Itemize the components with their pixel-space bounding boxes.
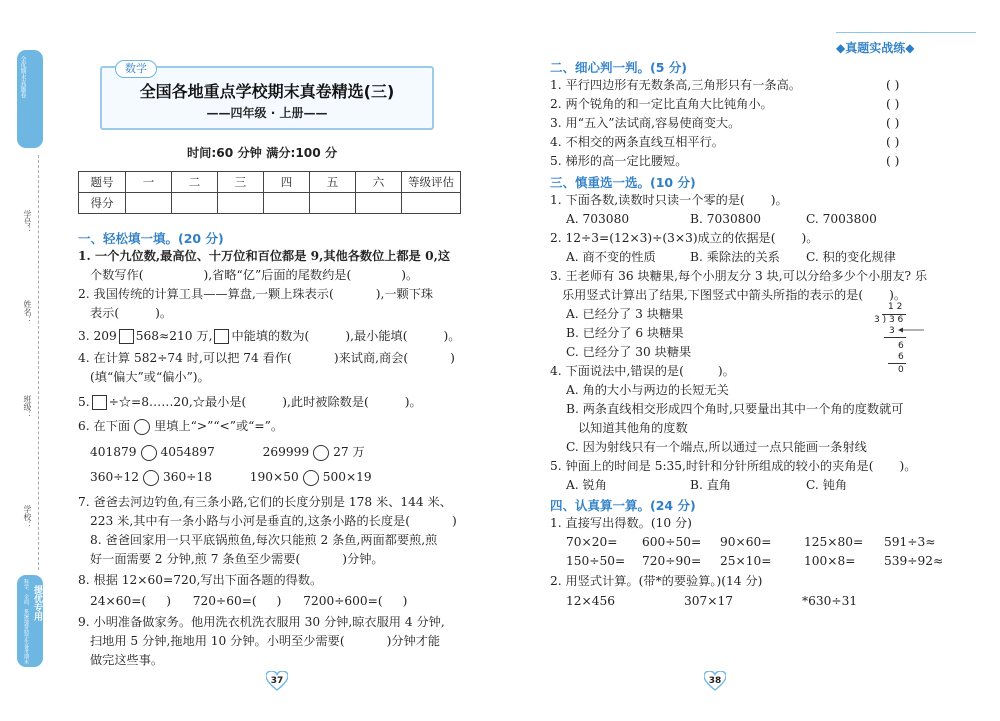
subject-tag: 数学 bbox=[115, 60, 157, 78]
calc-item: 539÷92≈ bbox=[884, 554, 944, 568]
q6-item: 269999 bbox=[262, 445, 310, 459]
q5-part: ÷☆=8……20,☆最小是( bbox=[108, 395, 247, 409]
calc-2-heading: 2. 用竖式计算。(带*的要验算。)(14 分) bbox=[550, 574, 763, 588]
q8-item: 720÷60=( bbox=[192, 594, 257, 608]
q6-line bbox=[78, 417, 283, 436]
calc-item: 600÷50= bbox=[642, 535, 702, 549]
calc-item: 70×20= bbox=[566, 535, 618, 549]
compare-circle[interactable] bbox=[134, 419, 150, 435]
option[interactable]: B. 7030800 bbox=[690, 212, 761, 226]
q9-line2 bbox=[90, 632, 440, 651]
score-header-cell: 一 bbox=[126, 172, 172, 193]
q6-item: 500×19 bbox=[322, 470, 372, 484]
score-header-cell: 等级评估 bbox=[402, 172, 461, 193]
q3-part: 中能填的数为( bbox=[231, 329, 310, 343]
choice-text: 4. 下面说法中,错误的是( bbox=[550, 364, 684, 378]
q6-item: 27 万 bbox=[333, 445, 365, 459]
strip-bottom-small: 科学、全面、系统地帮助学生备考期末 bbox=[23, 579, 29, 664]
section-4-heading: 四、认真算一算。(24 分) bbox=[550, 498, 696, 513]
score-table bbox=[78, 171, 461, 214]
section-3-heading: 三、慎重选一选。(10 分) bbox=[550, 175, 696, 190]
q3-part: ),最小能填( bbox=[345, 329, 408, 343]
q7-line1 bbox=[78, 493, 452, 512]
q7-part: 7. 爸爸去河边钓鱼,有三条小路,它们的长度分别是 178 米、144 米、 bbox=[78, 495, 452, 509]
option[interactable]: A. 商不变的性质 bbox=[566, 250, 656, 264]
page-number-left: 37 bbox=[270, 676, 284, 686]
choice-text: 1. 下面各数,读数时只读一个零的是( bbox=[550, 193, 745, 207]
q6-item: 4054897 bbox=[160, 445, 215, 459]
q7-line2: 223 米,其中有一条小路与小河是垂直的,这条小路的长度是( ) bbox=[90, 514, 457, 528]
q4-part: )来试商,商会( bbox=[333, 351, 409, 365]
division-bar bbox=[882, 314, 906, 315]
choice-3-line1 bbox=[550, 267, 927, 286]
choice-4 bbox=[550, 362, 735, 381]
compare-circle[interactable] bbox=[303, 470, 319, 486]
q4-part: 4. 在计算 582÷74 时,可以把 74 看作( bbox=[78, 351, 292, 365]
q1-part: 个数写作( bbox=[90, 268, 144, 282]
q7-part: 8. 爸爸回家用一只平底锅煎鱼,每次只能煎 2 条鱼,两面都要煎,煎 bbox=[90, 533, 438, 547]
judge-answer-3[interactable]: ( ) bbox=[886, 116, 900, 130]
q6-part: 里填上“>”“<”或“=”。 bbox=[154, 419, 284, 433]
q7-part: )分钟。 bbox=[342, 552, 384, 566]
rule-1 bbox=[884, 337, 906, 338]
option[interactable]: A. 703080 bbox=[566, 212, 630, 226]
option[interactable]: B. 乘除法的关系 bbox=[690, 250, 780, 264]
q3-part: 568≈210 万, bbox=[135, 329, 213, 343]
q7-line3 bbox=[90, 531, 437, 550]
choice-text: 3. 王老师有 36 块糖果,每个小朋友分 3 块,可以分给多少个小朋友? 乐 bbox=[550, 269, 928, 283]
q3-line bbox=[78, 327, 460, 346]
arrow-icon bbox=[898, 326, 924, 334]
score-table-row bbox=[79, 193, 461, 214]
option[interactable]: B. 直角 bbox=[690, 478, 732, 492]
score-header-cell: 六 bbox=[356, 172, 402, 193]
q8-row: 24×60=( ) 720÷60=( ) 7200÷600=( ) bbox=[90, 594, 408, 608]
q1-line1 bbox=[78, 247, 450, 266]
judge-answer-5[interactable]: ( ) bbox=[886, 154, 900, 168]
corner-label: ◆真题实战练◆ bbox=[836, 41, 915, 55]
q9-part: 扫地用 5 分钟,拖地用 10 分钟。小明至少需要( bbox=[90, 634, 345, 648]
q9-part: )分钟才能 bbox=[386, 634, 441, 648]
remainder: 0 bbox=[898, 365, 904, 375]
q1-text: 1. 一个九位数,最高位、十万位和百位都是 9,其他各数位上都是 0,这 bbox=[78, 249, 451, 263]
q7-part: 好一面需要 2 分钟,煎 7 条鱼至少需要( bbox=[90, 552, 301, 566]
quotient: 1 2 bbox=[888, 302, 903, 312]
page-number-right: 38 bbox=[708, 676, 722, 686]
page-subtitle: ——四年级 · 上册—— bbox=[206, 106, 328, 120]
judge-5 bbox=[550, 152, 687, 171]
score-cell[interactable] bbox=[310, 193, 356, 214]
q8-item: 24×60=( bbox=[90, 594, 147, 608]
q9-part: 做完这些事。 bbox=[90, 653, 164, 667]
compare-circle[interactable] bbox=[313, 445, 329, 461]
score-cell[interactable] bbox=[172, 193, 218, 214]
score-cell[interactable] bbox=[264, 193, 310, 214]
score-cell[interactable] bbox=[218, 193, 264, 214]
q4-line1: 4. 在计算 582÷74 时,可以把 74 看作( )来试商,商会( ) bbox=[78, 351, 455, 365]
judge-text: 3. 用“五入”法试商,容易使商变大。 bbox=[550, 116, 741, 130]
choice-text: 2. 12÷3=(12×3)÷(3×3)成立的依据是( bbox=[550, 231, 776, 245]
choice-text: )。 bbox=[889, 288, 907, 302]
option[interactable]: C. 7003800 bbox=[806, 212, 877, 226]
section-1-heading: 一、轻松填一填。(20 分) bbox=[78, 231, 224, 246]
q3-part: )。 bbox=[443, 329, 461, 343]
choice-text: )。 bbox=[770, 193, 788, 207]
q8-part: 8. 根据 12×60=720,写出下面各题的得数。 bbox=[78, 573, 323, 587]
choice-4-option-b[interactable]: B. 两条直线相交形成四个角时,只要量出其中一个角的度数就可 bbox=[566, 402, 904, 416]
blank-box[interactable] bbox=[119, 329, 134, 344]
choice-5 bbox=[550, 457, 916, 476]
q6-item: 401879 bbox=[90, 445, 137, 459]
blank-box[interactable] bbox=[92, 395, 107, 410]
score-header-cell: 四 bbox=[264, 172, 310, 193]
choice-4-option-a[interactable]: A. 角的大小与两边的长短无关 bbox=[566, 383, 729, 397]
choice-2-options bbox=[566, 248, 896, 267]
calc-item: 12×456 bbox=[566, 594, 615, 608]
q2-line1 bbox=[78, 285, 433, 304]
q6-row1 bbox=[90, 443, 365, 462]
section-2-heading: 二、细心判一判。(5 分) bbox=[550, 60, 687, 75]
strip-top bbox=[17, 50, 52, 148]
judge-2 bbox=[550, 95, 773, 114]
score-header-cell: 三 bbox=[218, 172, 264, 193]
q2-part: 表示( bbox=[90, 306, 120, 320]
option[interactable]: C. 积的变化规律 bbox=[806, 250, 896, 264]
judge-text: 1. 平行四边形有无数条高,三角形只有一条高。 bbox=[550, 78, 801, 92]
calc-vertical-row bbox=[566, 592, 857, 611]
q6-part: 6. 在下面 bbox=[78, 419, 131, 433]
score-cell[interactable] bbox=[356, 193, 402, 214]
choice-4-option-b-cont: 以知道其他角的度数 bbox=[578, 421, 688, 435]
choice-4-option-c[interactable]: C. 因为射线只有一个端点,所以通过一点只能画一条射线 bbox=[566, 440, 867, 454]
q2-part: )。 bbox=[155, 306, 173, 320]
choice-1-options bbox=[566, 210, 877, 229]
choice-3-line2 bbox=[562, 286, 906, 305]
strip-top-label: 复习专用 bbox=[42, 56, 52, 92]
compare-circle[interactable] bbox=[141, 445, 157, 461]
score-header-cell: 题号 bbox=[79, 172, 126, 193]
step-2: 6 bbox=[898, 341, 904, 351]
q9-part: 9. 小明准备做家务。他用洗衣机洗衣服用 30 分钟,晾衣服用 4 分钟, bbox=[78, 615, 445, 629]
strip-bottom bbox=[17, 575, 43, 667]
field-school: 学校： bbox=[23, 505, 32, 529]
choice-2 bbox=[550, 229, 818, 248]
q6-item: 190×50 bbox=[249, 470, 299, 484]
rule-2 bbox=[888, 363, 906, 364]
choice-3-option-b[interactable]: B. 已经分了 6 块糖果 bbox=[566, 326, 684, 340]
q9-line3 bbox=[90, 651, 163, 670]
q2-line2 bbox=[90, 304, 172, 323]
q1-part: ),省略“亿”后面的尾数约是( bbox=[203, 268, 352, 282]
calc-row-1 bbox=[566, 533, 935, 552]
judge-1 bbox=[550, 76, 801, 95]
choice-text: 5. 钟面上的时间是 5:35,时针和分针所组成的较小的夹角是( bbox=[550, 459, 874, 473]
judge-answer-2[interactable]: ( ) bbox=[886, 97, 900, 111]
calc-item: *630÷31 bbox=[802, 594, 858, 608]
cut-line bbox=[38, 155, 39, 570]
calc-1-heading: 1. 直接写出得数。(10 分) bbox=[550, 516, 692, 530]
strip-top-small: 全优期末真题卷 bbox=[19, 56, 26, 98]
calc-item: 591÷3≈ bbox=[884, 535, 936, 549]
calc-row-2 bbox=[566, 552, 943, 571]
score-row-label: 得分 bbox=[79, 193, 126, 214]
q2-part: ),一颗下珠 bbox=[375, 287, 434, 301]
judge-answer-1[interactable]: ( ) bbox=[886, 78, 900, 92]
q1-line2 bbox=[90, 266, 418, 285]
field-student-id: 学号： bbox=[23, 210, 32, 234]
page-title: 全国各地重点学校期末真卷精选(三) bbox=[139, 82, 395, 101]
choice-text: )。 bbox=[801, 231, 819, 245]
q6-item: 360÷12 bbox=[90, 470, 139, 484]
choice-1 bbox=[550, 191, 788, 210]
q8-item: 7200÷600=( bbox=[303, 594, 383, 608]
judge-text: 5. 梯形的高一定比腰短。 bbox=[550, 154, 688, 168]
dividend-line: 3 ) 3 6 bbox=[874, 315, 904, 325]
q4-part: (填“偏大”或“偏小”)。 bbox=[90, 370, 210, 384]
q2-part: 2. 我国传统的计算工具——算盘,一颗上珠表示( bbox=[78, 287, 334, 301]
score-cell[interactable] bbox=[126, 193, 172, 214]
corner-divider bbox=[836, 32, 976, 33]
choice-text: 乐用竖式计算出了结果,下图竖式中箭头所指的表示的是( bbox=[562, 288, 864, 302]
calc-item: 125×80= bbox=[804, 535, 864, 549]
q7-part: 223 米,其中有一条小路与小河是垂直的,这条小路的长度是( bbox=[90, 514, 410, 528]
choice-text: )。 bbox=[717, 364, 735, 378]
step-1: 3 bbox=[889, 326, 895, 336]
q9-line1 bbox=[78, 613, 445, 632]
step-3: 6 bbox=[898, 352, 904, 362]
q5-part: 5. bbox=[78, 395, 90, 409]
judge-text: 2. 两个锐角的和一定比直角大比钝角小。 bbox=[550, 97, 773, 111]
judge-text: 4. 不相交的两条直线互相平行。 bbox=[550, 135, 724, 149]
option[interactable]: A. 锐角 bbox=[566, 478, 607, 492]
score-header-cell: 五 bbox=[310, 172, 356, 193]
q1-part: )。 bbox=[401, 268, 419, 282]
score-table-header bbox=[79, 172, 461, 193]
q5-part: ),此时被除数是( bbox=[282, 395, 369, 409]
choice-text: )。 bbox=[899, 459, 917, 473]
q6-row2 bbox=[90, 468, 372, 487]
choice-3-option-a[interactable]: A. 已经分了 3 块糖果 bbox=[566, 307, 684, 321]
q8-line bbox=[78, 571, 322, 590]
exam-time: 时间:60 分钟 满分:100 分 bbox=[187, 146, 338, 160]
field-name: 姓名： bbox=[23, 300, 32, 324]
q5-line bbox=[78, 393, 422, 412]
strip-bottom-label: 提优专用 bbox=[32, 585, 42, 621]
field-class: 班级： bbox=[23, 395, 32, 419]
choice-5-options bbox=[566, 476, 847, 495]
judge-3 bbox=[550, 114, 740, 133]
blank-box[interactable] bbox=[214, 329, 229, 344]
compare-circle[interactable] bbox=[143, 470, 159, 486]
choice-3-option-c[interactable]: C. 已经分了 30 块糖果 bbox=[566, 345, 692, 359]
judge-answer-4[interactable]: ( ) bbox=[886, 135, 900, 149]
calc-item: 720÷90= bbox=[642, 554, 702, 568]
q5-part: )。 bbox=[404, 395, 422, 409]
calc-item: 25×10= bbox=[720, 554, 772, 568]
calc-item: 307×17 bbox=[684, 594, 733, 608]
calc-item: 90×60= bbox=[720, 535, 772, 549]
score-cell[interactable] bbox=[402, 193, 461, 214]
judge-4 bbox=[550, 133, 724, 152]
calc-item: 100×8= bbox=[804, 554, 856, 568]
score-header-cell: 二 bbox=[172, 172, 218, 193]
q4-line2 bbox=[90, 368, 210, 387]
q7-line4 bbox=[90, 550, 384, 569]
long-division-figure bbox=[868, 302, 928, 376]
option[interactable]: C. 钝角 bbox=[806, 478, 848, 492]
q3-part: 3. 209 bbox=[78, 329, 117, 343]
calc-item: 150÷50= bbox=[566, 554, 626, 568]
q6-item: 360÷18 bbox=[162, 470, 212, 484]
